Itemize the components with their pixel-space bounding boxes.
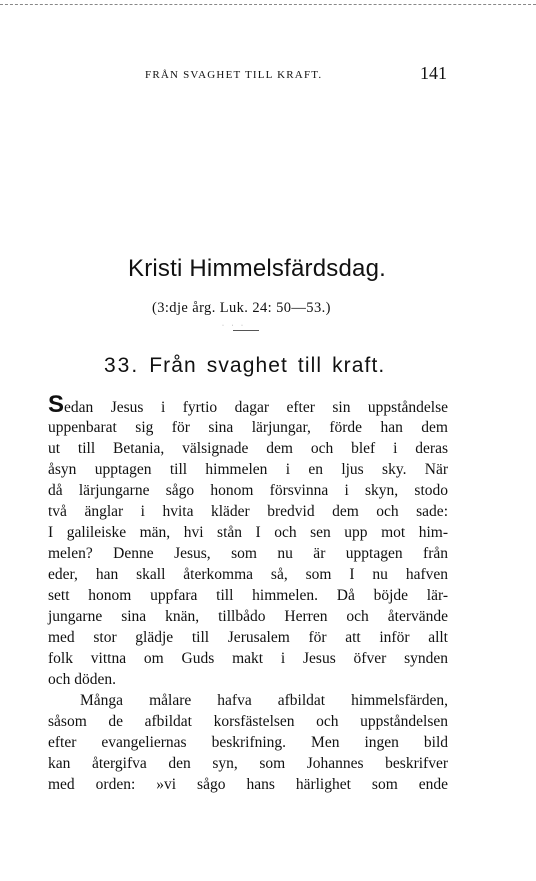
text-line: med orden: »vi sågo hans härlighet som ende [48, 776, 448, 793]
text-line: kan återgifva den syn, som Johannes beskrifver [48, 755, 448, 772]
page-number: 141 [420, 63, 447, 83]
text-line: eder, han skall återkomma så, som I nu hafven [48, 566, 448, 583]
text-line: två änglar i hvita kläder bredvid dem och sade: [48, 503, 448, 520]
text-line: melen? Denne Jesus, som nu är upptagen från [48, 545, 448, 562]
divider-dots: · · · [222, 323, 246, 329]
chapter-title-text: Från svaghet till kraft. [149, 354, 386, 377]
text-line: jungarne sina knän, tillbådo Herren och återvände [48, 608, 448, 625]
chapter-number: 33. [104, 354, 140, 377]
text-line: folk vittna om Guds makt i Jesus öfver synden [48, 650, 448, 667]
section-divider [233, 330, 259, 331]
text-line: såsom de afbildat korsfästelsen och uppståndelsen [48, 713, 448, 730]
text-line: med stor glädje till Jerusalem för att inför allt [48, 629, 448, 646]
chapter-title [104, 354, 385, 378]
text-line: Sedan Jesus i fyrtio dagar efter sin uppståndelse [48, 391, 448, 418]
text-line: då lärjungarne sågo honom försvinna i skyn, stodo [48, 482, 448, 499]
text-line: åsyn upptagen till himmelen i en ljus sky. När [48, 461, 448, 478]
text-line: Många målare hafva afbildat himmelsfärden, [80, 692, 448, 709]
text-line: efter evangeliernas beskrifning. Men ingen bild [48, 734, 448, 751]
text-line: och döden. [48, 671, 117, 688]
section-heading: Kristi Himmelsfärdsdag. [128, 255, 386, 282]
text-line: sett honom uppfara till himmelen. Då böjde lär- [48, 587, 448, 604]
page-top-edge [0, 4, 536, 5]
text-line: uppenbarat sig för sina lärjungar, förde han dem [48, 419, 448, 436]
running-title: FRÅN SVAGHET TILL KRAFT. [145, 69, 323, 81]
body-text [48, 391, 448, 795]
scripture-reference: (3:dje årg. Luk. 24: 50—53.) [152, 300, 331, 316]
text-line: ut till Betania, välsignade dem och blef i deras [48, 440, 448, 457]
drop-initial: S [48, 391, 65, 418]
text-line: I galileiske män, hvi stån I och sen upp mot him- [48, 524, 448, 541]
